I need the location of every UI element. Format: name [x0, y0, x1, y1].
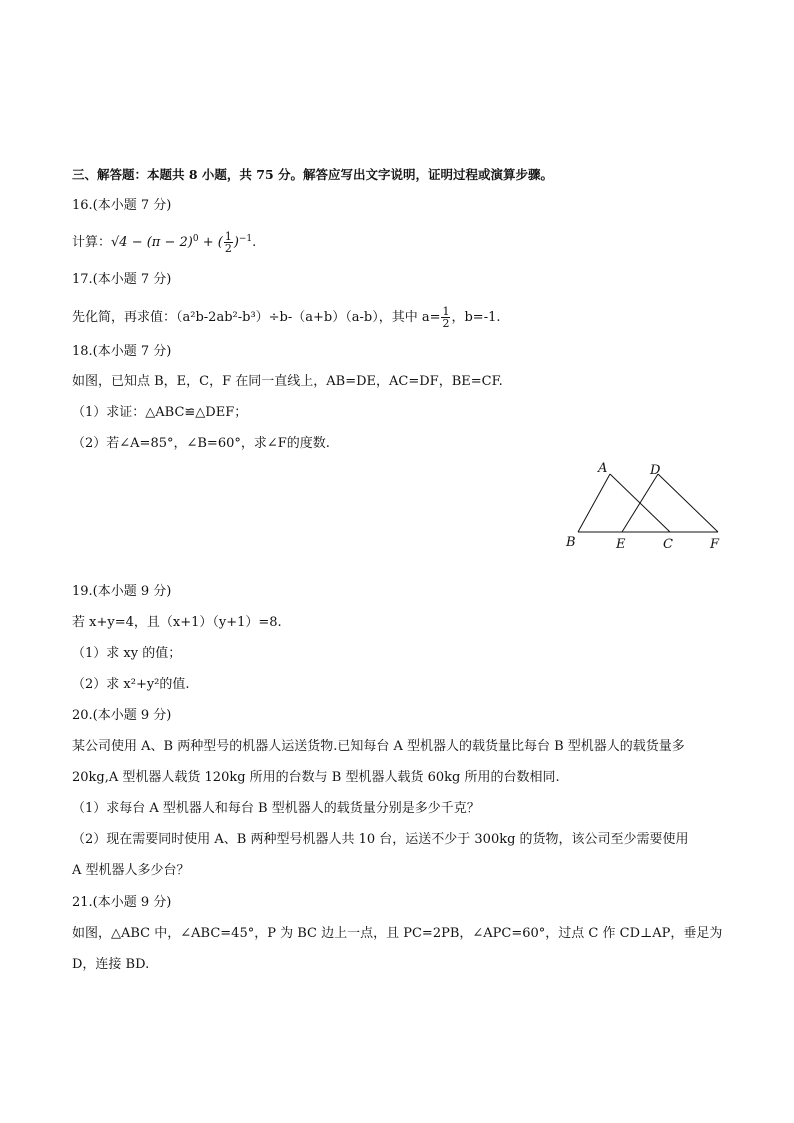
q20-stem-line2: 20kg,A 型机器人载货 120kg 所用的台数与 B 型机器人载货 60kg 所用的台数相同. — [72, 770, 560, 785]
q16-expr-c: ) — [233, 235, 239, 250]
segment-ab — [578, 474, 610, 532]
q16-prefix: 计算： — [72, 235, 112, 250]
segment-de — [622, 474, 658, 532]
q16-expr-end: . — [252, 235, 257, 250]
q17-text-a: 先化简，再求值：（a²b-2ab²-b³）÷b-（a+b）（a-b），其中 a= — [72, 310, 441, 325]
q17-frac-den: 2 — [442, 317, 450, 330]
q18-figure — [560, 460, 740, 555]
triangles-diagram — [560, 460, 740, 555]
section-header: 三、解答题：本题共 8 小题，共 75 分。解答应写出文字说明，证明过程或演算步骤。 — [72, 167, 554, 182]
q21-stem-line2: D，连接 BD. — [72, 957, 150, 972]
q17-text-b: ，b=-1. — [451, 310, 501, 325]
q16-frac-num: 1 — [224, 230, 232, 243]
label-b: B — [566, 535, 576, 550]
q16-exp-neg1: −1 — [238, 234, 253, 244]
q20-header: 20.(本小题 9 分) — [72, 708, 172, 723]
q21-header: 21.(本小题 9 分) — [72, 895, 172, 910]
q16-expr-a: √4 − (π − 2) — [111, 235, 193, 250]
q21-stem-line1: 如图，△ABC 中，∠ABC=45°，P 为 BC 边上一点，且 PC=2PB，∠APC=60°，过点 C 作 CD⊥AP，垂足为 — [72, 926, 723, 941]
q17-frac-num: 1 — [442, 305, 450, 318]
q18-part1: （1）求证：△ABC≌△DEF； — [72, 405, 248, 420]
q17-header: 17.(本小题 7 分) — [72, 272, 172, 287]
label-f: F — [710, 537, 720, 552]
label-e: E — [616, 537, 626, 552]
label-c: C — [663, 537, 673, 552]
q19-part1: （1）求 xy 的值； — [72, 646, 182, 661]
label-d: D — [650, 463, 661, 478]
segment-df — [658, 474, 718, 532]
q16-expression — [72, 231, 256, 254]
q18-part2: （2）若∠A=85°，∠B=60°，求∠F的度数. — [72, 436, 330, 451]
label-a: A — [598, 461, 608, 476]
q20-part1: （1）求每台 A 型机器人和每台 B 型机器人的载货量分别是多少千克？ — [72, 801, 480, 816]
q20-part2-line2: A 型机器人多少台？ — [72, 863, 190, 878]
q19-stem: 若 x+y=4，且（x+1）（y+1）=8. — [72, 615, 282, 630]
q16-fraction — [224, 231, 233, 254]
q19-header: 19.(本小题 9 分) — [72, 584, 172, 599]
q20-stem-line1: 某公司使用 A、B 两种型号的机器人运送货物.已知每台 A 型机器人的载货量比每台 B 型机器人的载货量多 — [72, 739, 685, 754]
q17-stem — [72, 306, 501, 329]
q16-header: 16.(本小题 7 分) — [72, 198, 172, 213]
q16-exp0: 0 — [192, 234, 199, 244]
q20-part2-line1: （2）现在需要同时使用 A、B 两种型号机器人共 10 台，运送不少于 300kg 的货物，该公司至少需要使用 — [72, 832, 689, 847]
q18-stem: 如图，已知点 B，E，C，F 在同一直线上，AB=DE，AC=DF，BE=CF. — [72, 374, 503, 389]
q19-part2: （2）求 x²+y²的值. — [72, 677, 190, 692]
q16-frac-den: 2 — [224, 242, 232, 255]
q18-header: 18.(本小题 7 分) — [72, 344, 172, 359]
q17-fraction — [441, 306, 450, 329]
q16-expr-b: + ( — [198, 235, 223, 250]
